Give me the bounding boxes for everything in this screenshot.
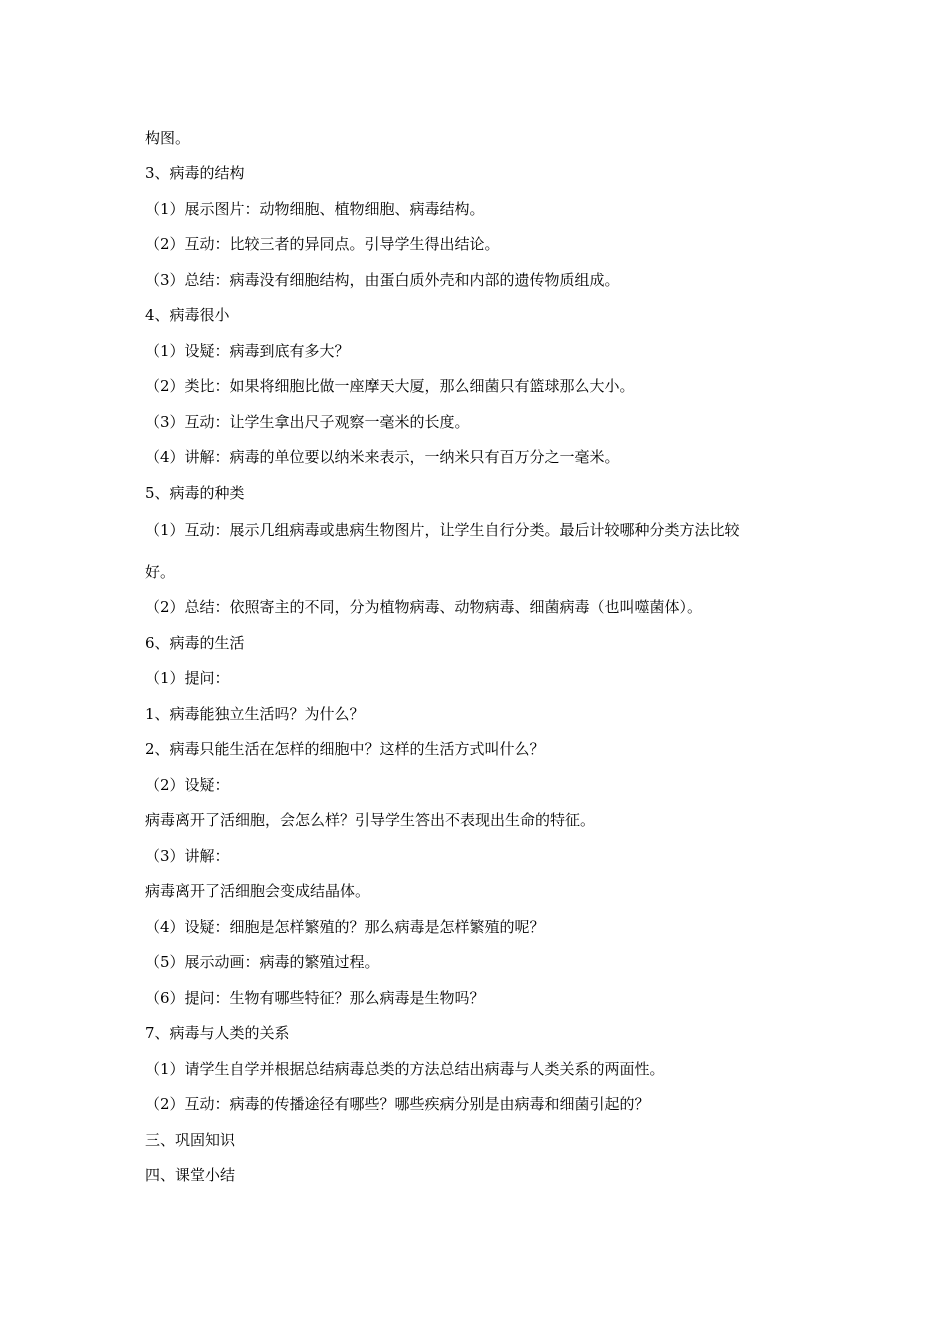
text-line: （4）讲解：病毒的单位要以纳米来表示，一纳米只有百万分之一毫米。 [145,448,620,466]
text-line: （1）请学生自学并根据总结病毒总类的方法总结出病毒与人类关系的两面性。 [145,1060,665,1078]
text-line: 好。 [145,563,176,581]
text-line: （5）展示动画：病毒的繁殖过程。 [145,953,380,971]
text-line: （1）展示图片：动物细胞、植物细胞、病毒结构。 [145,200,485,218]
text-line: （3）讲解： [145,847,230,865]
text-line: 病毒离开了活细胞，会怎么样？引导学生答出不表现出生命的特征。 [145,811,596,829]
text-line: （1）设疑：病毒到底有多大？ [145,342,350,360]
text-line: 2、病毒只能生活在怎样的细胞中？这样的生活方式叫什么？ [145,740,545,758]
text-line: （6）提问：生物有哪些特征？那么病毒是生物吗？ [145,989,485,1007]
section-heading: 7、病毒与人类的关系 [145,1024,290,1042]
section-heading: 4、病毒很小 [145,306,230,324]
text-line: （4）设疑：细胞是怎样繁殖的？那么病毒是怎样繁殖的呢？ [145,918,545,936]
section-heading: 3、病毒的结构 [145,164,245,182]
text-line: 病毒离开了活细胞会变成结晶体。 [145,882,371,900]
section-heading: 6、病毒的生活 [145,634,245,652]
text-line: （2）互动：比较三者的异同点。引导学生得出结论。 [145,235,500,253]
section-heading: 5、病毒的种类 [145,484,245,502]
text-line: 构图。 [145,129,191,147]
section-heading: 三、巩固知识 [145,1131,236,1149]
text-line: （3）总结：病毒没有细胞结构，由蛋白质外壳和内部的遗传物质组成。 [145,271,620,289]
text-line: （2）类比：如果将细胞比做一座摩天大厦，那么细菌只有篮球那么大小。 [145,377,635,395]
text-line: （3）互动：让学生拿出尺子观察一毫米的长度。 [145,413,470,431]
section-heading: 四、课堂小结 [145,1166,236,1184]
text-line: （2）总结：依照寄主的不同，分为植物病毒、动物病毒、细菌病毒（也叫噬菌体）。 [145,598,703,616]
text-line: （2）设疑： [145,776,230,794]
text-line: 1、病毒能独立生活吗？为什么？ [145,705,365,723]
text-line: （1）互动：展示几组病毒或患病生物图片，让学生自行分类。最后计较哪种分类方法比较 [145,521,740,539]
text-line: （2）互动：病毒的传播途径有哪些？哪些疾病分别是由病毒和细菌引起的？ [145,1095,650,1113]
text-line: （1）提问： [145,669,230,687]
